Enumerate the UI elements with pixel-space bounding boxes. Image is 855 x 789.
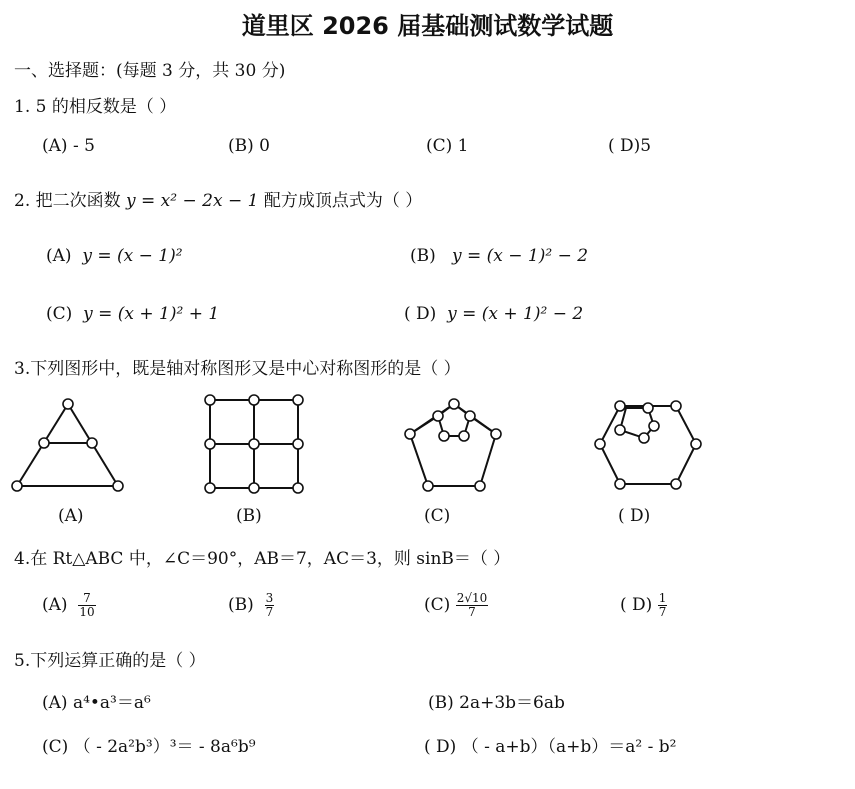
question-1-option-d: ( D)5 xyxy=(608,136,652,156)
fraction xyxy=(78,592,95,619)
fraction xyxy=(265,592,275,619)
fraction xyxy=(658,592,668,619)
option-expression: y = (x − 1)² − 2 xyxy=(451,246,589,266)
fraction-numerator: 1 xyxy=(658,591,667,605)
question-2-option-a xyxy=(46,246,183,266)
hexagon-with-inner-pentagon-figure xyxy=(592,394,702,494)
question-4-stem: 4.在 Rt△ABC 中，∠C＝90°，AB＝7，AC＝3，则 sinB＝（ ） xyxy=(14,549,511,569)
figure-b-label: (B) xyxy=(236,506,262,526)
option-label: (C) xyxy=(46,304,73,324)
question-1-option-a: (A) - 5 xyxy=(42,136,95,156)
three-by-three-grid-figure xyxy=(200,392,308,496)
option-expression: y = (x + 1)² − 2 xyxy=(447,304,584,324)
figure-c-label: (C) xyxy=(424,506,451,526)
question-2-function: y = x² − 2x − 1 xyxy=(126,191,259,211)
question-4-option-a xyxy=(42,592,96,619)
question-2-stem xyxy=(14,186,422,211)
question-2-option-b xyxy=(410,246,588,266)
fraction-numerator: 2√10 xyxy=(456,591,488,605)
question-5-option-b: (B) 2a+3b＝6ab xyxy=(428,693,565,713)
option-label: (C) xyxy=(424,595,451,616)
nested-pentagon-figure xyxy=(400,392,508,496)
question-2-stem-suffix: 配方成顶点式为（ ） xyxy=(263,191,423,211)
fraction-denominator: 7 xyxy=(468,605,476,620)
question-1-option-c: (C) 1 xyxy=(426,136,469,156)
question-2-option-d xyxy=(404,304,583,324)
triangle-with-midline-figure xyxy=(10,398,126,494)
option-label: (A) xyxy=(46,246,72,266)
section-heading: 一、选择题：(每题 3 分，共 30 分) xyxy=(14,61,286,81)
option-label: (B) xyxy=(228,595,254,616)
fraction-denominator: 7 xyxy=(658,605,667,620)
question-2-stem-prefix: 2. 把二次函数 xyxy=(14,191,121,211)
question-1-option-b: (B) 0 xyxy=(228,136,270,156)
option-expression: y = (x + 1)² + 1 xyxy=(83,304,220,324)
figure-a-label: (A) xyxy=(58,506,84,526)
question-5-option-d: ( D) （ - a+b）（a+b）＝a² - b² xyxy=(424,737,677,757)
option-label: (A) xyxy=(42,595,68,616)
figure-d-label: ( D) xyxy=(618,506,651,526)
fraction-numerator: 3 xyxy=(265,591,274,605)
question-4-option-c xyxy=(424,592,488,619)
question-2-option-c xyxy=(46,304,219,324)
option-label: (B) xyxy=(410,246,436,266)
question-3-stem: 3.下列图形中，既是轴对称图形又是中心对称图形的是（ ） xyxy=(14,359,461,379)
page-title: 道里区 2026 届基础测试数学试题 xyxy=(241,12,614,40)
option-label: ( D) xyxy=(620,595,653,616)
fraction xyxy=(456,592,489,619)
fraction-denominator: 7 xyxy=(265,605,274,620)
question-5-option-c: (C) （ - 2a²b³）³＝ - 8a⁶b⁹ xyxy=(42,737,256,757)
question-5-stem: 5.下列运算正确的是（ ） xyxy=(14,651,206,671)
option-label: ( D) xyxy=(404,304,437,324)
question-5-option-a: (A) a⁴•a³＝a⁶ xyxy=(42,693,151,713)
option-expression: y = (x − 1)² xyxy=(82,246,183,266)
fraction-numerator: 7 xyxy=(78,592,95,606)
question-4-option-d xyxy=(620,592,667,619)
fraction-denominator: 10 xyxy=(79,605,95,620)
question-4-option-b xyxy=(228,592,274,619)
question-1-stem: 1. 5 的相反数是（ ） xyxy=(14,97,177,117)
